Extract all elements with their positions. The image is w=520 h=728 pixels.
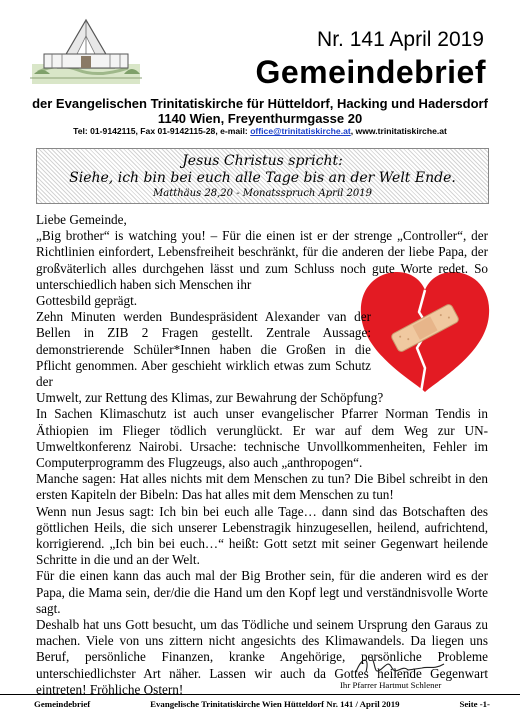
newsletter-title: Gemeindebrief bbox=[255, 54, 486, 90]
paragraph-big-brother-papa: Für die einen kann das auch mal der Big Brother sein, für die anderen wird es der Papa, die Mama sein, der/die die Hand um den Kopf legt und verständnisvolle Worte sagt. bbox=[36, 568, 488, 616]
footer-title: Gemeindebrief bbox=[34, 699, 91, 709]
letter-body bbox=[36, 212, 488, 698]
handwritten-signature bbox=[352, 652, 448, 678]
verse-text: Siehe, ich bin bei euch alle Tage bis an der Welt Ende. bbox=[69, 170, 456, 186]
paragraph-big-brother: „Big brother“ is watching you! – Für die einen ist er der strenge „Controller“, der Richtlinien einfordert, Lebensfreiheit beschränkt, für die anderen der liebe Papa, der großväterlich alles durchgehen lässt und zum Schluss noch gute Worte redet. So unterschiedlich haben sich Menschen ihr bbox=[36, 228, 488, 292]
contact-phone-fax: Tel: 01-9142115, Fax 01-9142115-28, e-mail: bbox=[73, 126, 251, 136]
monthly-verse-box bbox=[36, 148, 489, 204]
email-link[interactable]: office@trinitatiskirche.at bbox=[250, 126, 351, 136]
organization-block bbox=[0, 96, 520, 126]
footer-issue: Evangelische Trinitatiskirche Wien Hütteldorf Nr. 141 / April 2019 bbox=[150, 699, 400, 709]
verse-intro: Jesus Christus spricht: bbox=[182, 153, 343, 169]
paragraph-big-brother-end: Gottesbild geprägt. bbox=[36, 293, 138, 309]
contact-website: , www.trinitatiskirche.at bbox=[350, 126, 447, 136]
paragraph-jesus: Wenn nun Jesus sagt: Ich bin bei euch alle Tage… dann sind das Botschaften des göttlichen Heils, die sich unserer Lebenstragik hinzugesellen, heilend, aufrichtend, korrigierend. „Ich bin bei euch…“ heißt: Gott setzt mit seiner Gegenwart heilende Schritte in die und an der Welt. bbox=[36, 503, 488, 568]
contact-line bbox=[0, 126, 520, 136]
verse-source: Matthäus 28,20 - Monatsspruch April 2019 bbox=[153, 188, 372, 199]
greeting: Liebe Gemeinde, bbox=[36, 212, 127, 227]
issue-number: Nr. 141 April 2019 bbox=[317, 28, 484, 51]
footer-page-number: Seite -1- bbox=[459, 699, 490, 709]
paragraph-president: Zehn Minuten werden Bundespräsident Alexander van der Bellen in ZIB 2 Fragen gestellt. Zentrale Aussage: demonstrierende Schüler*Innen haben die Großen in die Pflicht genommen. Aber geschieht wirklich etwas zum Schutz der bbox=[36, 309, 371, 390]
paragraph-climate: In Sachen Klimaschutz ist auch unser evangelischer Pfarrer Norman Tendis in Äthiopien im Flieger tödlich verunglückt. Er war auf dem Weg zur UN-Umweltkonferenz Nairobi. Ursache: technische Unvollkommenheiten, Fehler im Computerprogramm des Flugzeugs, also auch „anthropogen“. bbox=[36, 406, 488, 471]
footer-rule bbox=[0, 694, 520, 695]
paragraph-bible: Manche sagen: Hat alles nichts mit dem Menschen zu tun? Die Bibel schreibt in den ersten Kapiteln der Bibeln: Das hat alles mit dem Menschen zu tun! bbox=[36, 471, 488, 503]
organization-address: 1140 Wien, Freyenthurmgasse 20 bbox=[157, 111, 363, 126]
organization-name: der Evangelischen Trinitatiskirche für Hütteldorf, Hacking und Hadersdorf bbox=[32, 96, 488, 111]
paragraph-president-end: Umwelt, zur Rettung des Klimas, zur Bewahrung der Schöpfung? bbox=[36, 390, 384, 406]
church-logo bbox=[28, 14, 144, 92]
signature-caption: Ihr Pfarrer Hartmut Schlener bbox=[340, 680, 442, 690]
page-footer bbox=[34, 699, 490, 709]
paragraph-easter: Deshalb hat uns Gott besucht, um das Tödliche und seinem Ursprung den Garaus zu machen. Viele von uns zittern nicht angesichts des Klimawandels. Da liegen uns Beruf, persönliche Finanzen, kranke Angehörige, persönliche Probleme unterschiedlichster Art näher. Lassen wir auch da Gottes heilende Gegenwart eintreten! Fröhliche Ostern! bbox=[36, 617, 488, 697]
